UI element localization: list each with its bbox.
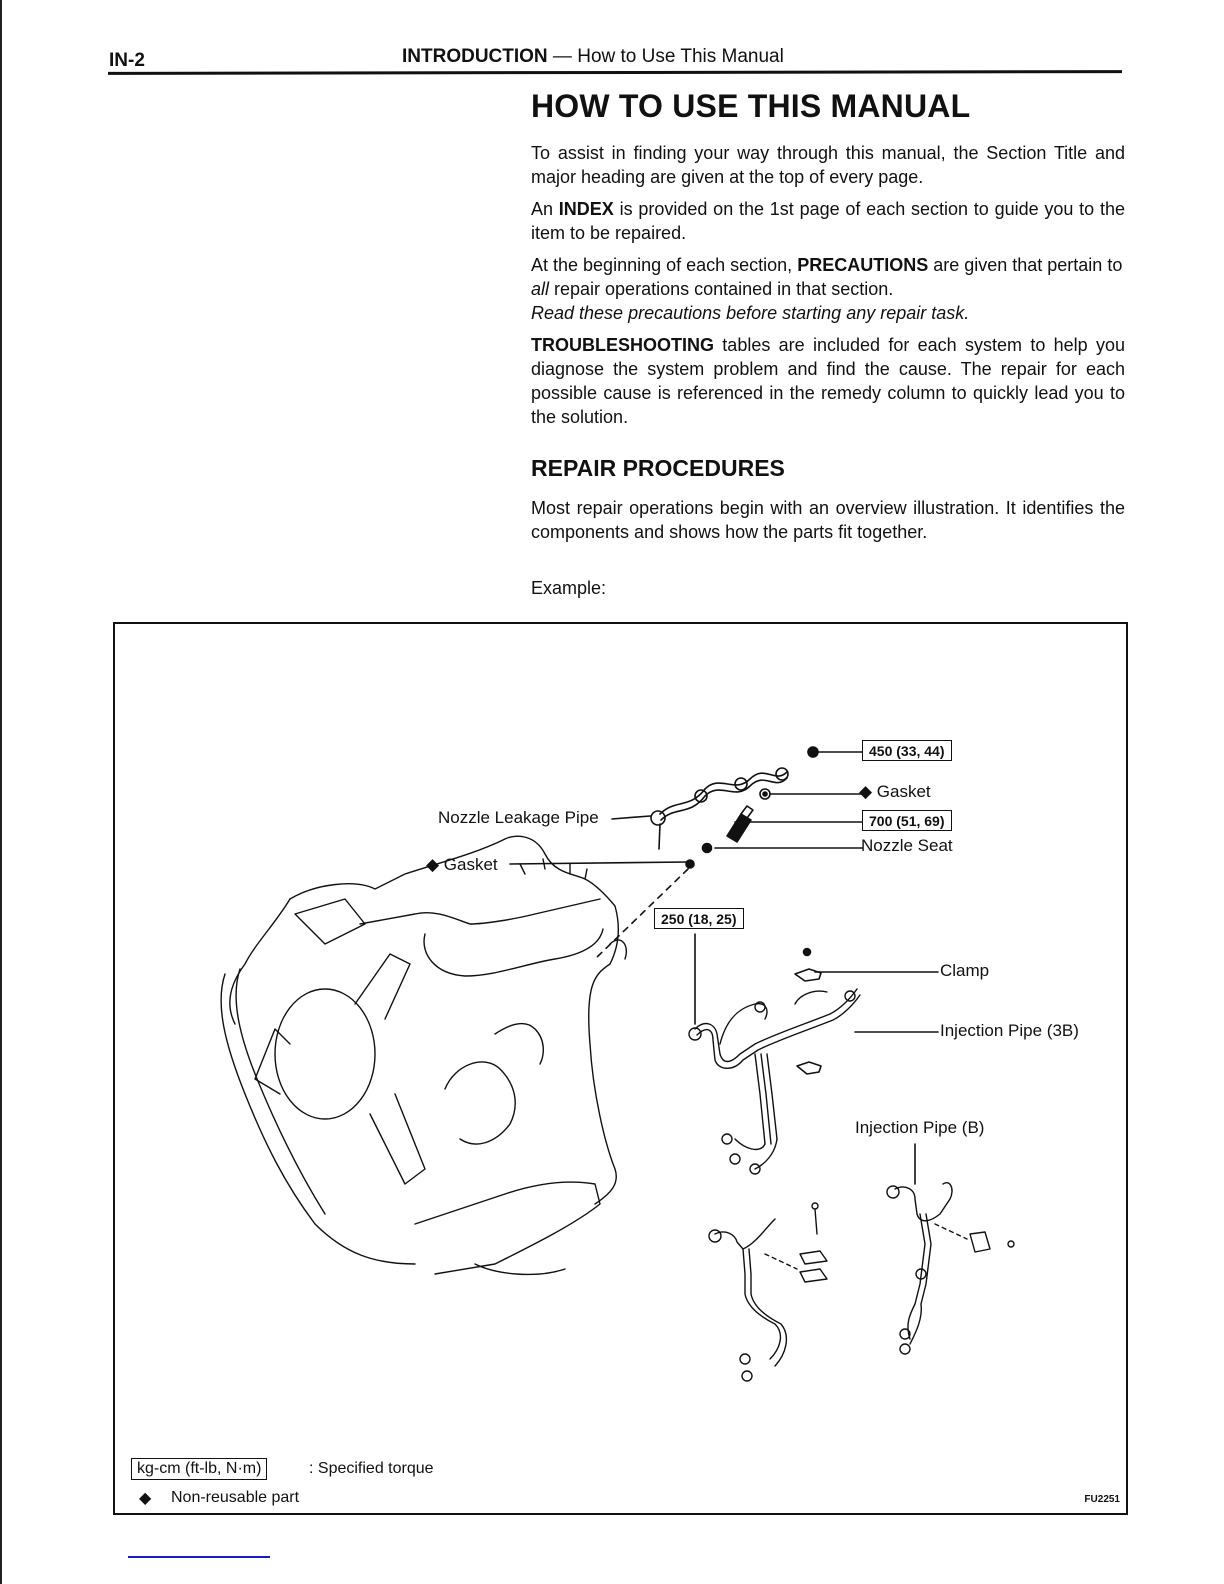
header-separator: —	[547, 46, 578, 67]
scan-edge	[0, 0, 2, 1584]
section-heading-repair-procedures: REPAIR PROCEDURES	[531, 455, 785, 481]
header-rule	[108, 70, 1122, 75]
label-injection-pipe-b: Injection Pipe (B)	[855, 1118, 985, 1137]
running-header	[402, 46, 784, 68]
label-nozzle-leakage-pipe: Nozzle Leakage Pipe	[438, 808, 599, 827]
legend-torque-desc: : Specified torque	[309, 1460, 434, 1477]
keyword-precautions: PRECAUTIONS	[797, 255, 929, 275]
torque-spec-nozzle: 700 (51, 69)	[862, 810, 952, 831]
scan-artifact-line	[128, 1556, 270, 1558]
figure-code: FU2251	[1084, 1494, 1120, 1505]
legend-non-reusable: Non-reusable part	[171, 1489, 300, 1506]
header-section: INTRODUCTION	[402, 46, 548, 67]
page-number: IN-2	[109, 50, 145, 71]
header-subtitle: How to Use This Manual	[577, 46, 784, 67]
label-nozzle-seat: Nozzle Seat	[861, 836, 953, 855]
injection-pipe-b-drawing	[709, 1183, 1014, 1381]
legend-torque-unit: kg-cm (ft-lb, N·m)	[131, 1458, 267, 1480]
injection-nozzle	[727, 806, 753, 842]
example-illustration	[113, 622, 1128, 1515]
engine-block	[221, 836, 626, 1274]
nozzle-leakage-pipe	[651, 768, 788, 849]
label-gasket-upper: ◆ Gasket	[859, 782, 931, 801]
engine-diagram	[115, 624, 1130, 1517]
paragraph-repair: Most repair operations begin with an overview illustration. It identifies the components and shows how the parts fit together.	[531, 498, 1125, 542]
emphasis-all: all	[531, 279, 550, 299]
precautions-warning: Read these precautions before starting any repair task.	[531, 303, 970, 323]
injection-pipe-3b-drawing	[689, 989, 860, 1174]
diamond-icon: ◆	[139, 1490, 152, 1507]
example-label: Example:	[531, 578, 607, 598]
paragraph-precautions	[531, 253, 1125, 325]
text-run: repair operations contained in that section.	[549, 279, 894, 299]
torque-spec-injection-pipe: 250 (18, 25)	[654, 908, 744, 929]
label-clamp: Clamp	[940, 961, 990, 980]
text-run: tables are included for each system to help you diagnose the system problem and find the cause. The repair for each possible cause is referenced in the remedy column to quickly lead you to the solution.	[531, 335, 1125, 427]
paragraph-index	[531, 197, 1125, 245]
main-column	[531, 88, 1125, 599]
label-gasket-lower: ◆ Gasket	[426, 855, 498, 874]
paragraph-troubleshooting	[531, 333, 1125, 429]
keyword-troubleshooting: TROUBLESHOOTING	[531, 335, 714, 355]
paragraph-intro: To assist in finding your way through this manual, the Section Title and major heading are given at the top of every page.	[531, 143, 1125, 187]
text-run: At the beginning of each section,	[531, 255, 798, 275]
keyword-index: INDEX	[558, 199, 614, 219]
text-run: are given that pertain to	[928, 255, 1123, 275]
page-title: HOW TO USE THIS MANUAL	[531, 88, 971, 124]
torque-spec-nut: 450 (33, 44)	[862, 740, 952, 761]
label-injection-pipe-3b: Injection Pipe (3B)	[940, 1021, 1079, 1040]
text-run: is provided on the 1st page of each section to guide you to the item to be repaired.	[531, 199, 1125, 243]
text-run: An	[531, 199, 559, 219]
